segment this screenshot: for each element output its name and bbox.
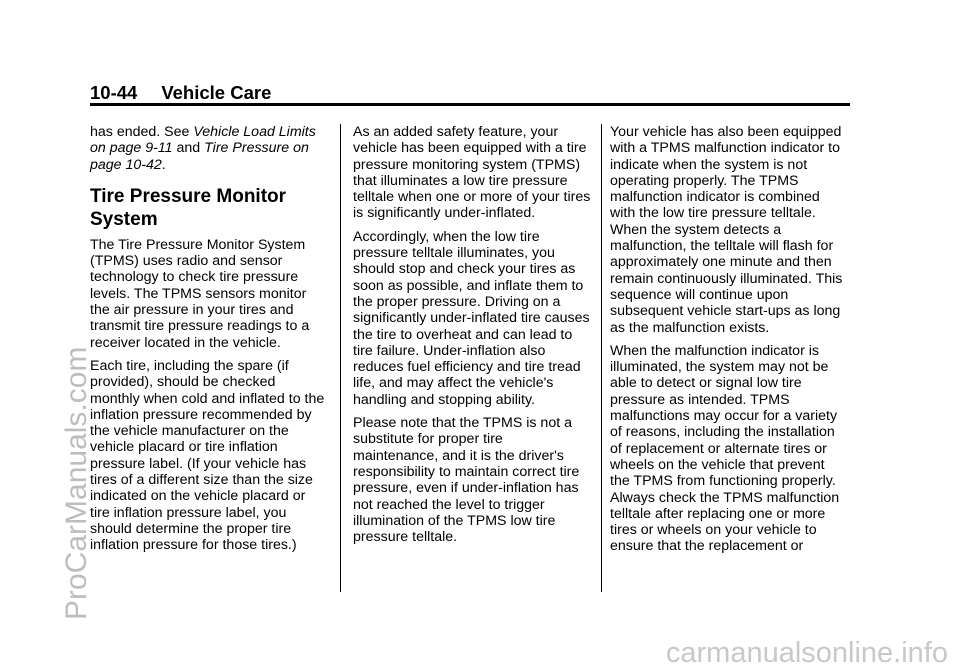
intro-text: . bbox=[161, 156, 166, 173]
watermark-bottom: carmanualsonline.info bbox=[665, 637, 948, 669]
column-divider bbox=[340, 124, 341, 592]
watermark-side: ProCarManuals.com bbox=[60, 346, 93, 620]
text-column-2 bbox=[353, 124, 591, 552]
cross-reference-vehicle-load-limits[interactable]: Vehicle Load Limits on page 9-11 bbox=[90, 124, 316, 157]
text-column-3 bbox=[610, 124, 848, 562]
paragraph: Accordingly, when the low tire pressure telltale illuminates, you should stop and check your tires as soon as possible, and inflate them to the proper pressure. Driving on a significantly under-inflated tire causes the tire to overheat and can lead to tire failure. Under-inflation also reduces fuel efficiency and tire tread life, and may affect the vehicle's handling and stopping ability. bbox=[353, 228, 590, 408]
text-column-1 bbox=[90, 124, 328, 561]
column-divider bbox=[601, 124, 602, 592]
intro-paragraph bbox=[90, 124, 328, 173]
intro-text: and bbox=[172, 140, 205, 157]
paragraph: Each tire, including the spare (if provided), should be checked monthly when cold and inflated to the inflation pressure recommended by the vehicle manufacturer on the vehicle placard or tire inflation pressure label. (If your vehicle has tires of a different size than the size indicated on the vehicle placard or tire inflation pressure label, you should determine the proper tire inflation pressure for those tires.) bbox=[90, 357, 325, 554]
paragraph: Please note that the TPMS is not a substitute for proper tire maintenance, and it is the driver's responsibility to maintain correct tire pressure, even if under-inflation has not reached the level to trigger illumination of the TPMS low tire pressure telltale. bbox=[353, 415, 580, 546]
paragraph: Your vehicle has also been equipped with a TPMS malfunction indicator to indicate when the system is not operating properly. The TPMS malfunction indicator is combined with the low tire pressure telltale. When the system detects a malfunction, the telltale will flash for approximately one minute and then remain continuously illuminated. This sequence will continue upon subsequent vehicle start-ups as long as the malfunction exists. bbox=[610, 124, 843, 336]
paragraph: As an added safety feature, your vehicle has been equipped with a tire pressure monitoring system (TPMS) that illuminates a low tire pressure telltale when one or more of your tires is significantly under-inflated. bbox=[353, 124, 591, 222]
page-number: 10-44 bbox=[90, 82, 138, 103]
header-rule bbox=[90, 103, 850, 106]
section-title: Vehicle Care bbox=[161, 82, 272, 103]
page-header bbox=[90, 82, 271, 104]
intro-text: has ended. See bbox=[90, 124, 194, 140]
paragraph: When the malfunction indicator is illuminated, the system may not be able to detect or signal low tire pressure as intended. TPMS malfunctions may occur for a variety of reasons, including the installation of replacement or alternate tires or wheels on the vehicle that prevent the TPMS from functioning properly. Always check the TPMS malfunction telltale after replacing one or more tires or wheels on your vehicle to ensure that the replacement or bbox=[610, 342, 840, 555]
cross-reference-tire-pressure[interactable]: Tire Pressure on page 10-42 bbox=[90, 140, 309, 173]
paragraph: The Tire Pressure Monitor System (TPMS) uses radio and sensor technology to check tire pressure levels. The TPMS sensors monitor the air pressure in your tires and transmit tire pressure readings to a receiver located in the vehicle. bbox=[90, 236, 310, 351]
section-heading: Tire Pressure Monitor System bbox=[90, 185, 287, 230]
